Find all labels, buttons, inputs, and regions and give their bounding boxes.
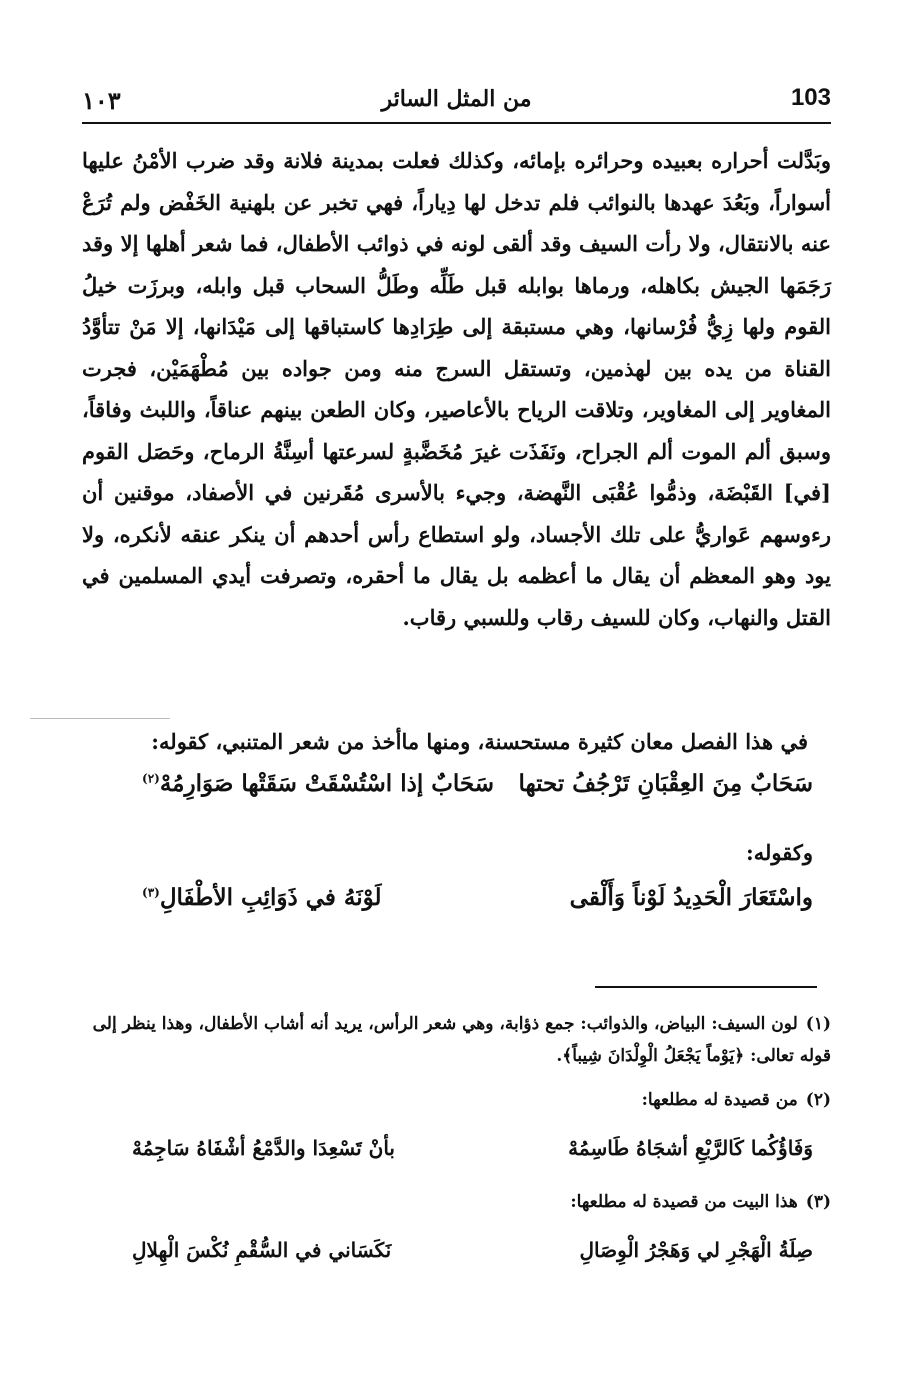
footnote-2: [82, 1084, 831, 1116]
scan-mark: [30, 718, 170, 719]
verse-1: [82, 770, 813, 822]
verse-1-second-hemistich: [142, 770, 494, 797]
verse-1-first-hemistich: سَحَابٌ مِنَ العِقْبَانِ تَرْجُفُ تحتها: [518, 770, 813, 797]
paragraph-body: وبَدَّلت أحراره بعبيده وحرائره بإمائه، وكذلك فعلت بمدينة فلانة وقد ضرب الأمْنُ عليها أسواراً، وبَعُدَ عهدها بالنوائب فلم تدخل لها دِياراً، فهي تخبر عن بلهنية الخَفْض ولم تُرَعْ عنه بالانتقال، ولا رأت السيف وقد ألقى لونه في ذوائب الأطفال، فما شعر أهلها إلا وقد رَجَمَها الجيش بكاهله، ورماها بوابله قبل طَلِّه وطَلُّ السحاب قبل وابله، وبرزَت خيلُ القوم ولها زِيُّ فُرْسانها، وهي مستبقة إلى طِرَادِها كاستباقها إلى مَيْدَانها، إلا مَنْ تتأوَّدُ القناة من يده بين لهذمين، وتستقل السرج منه ومن جواده بين مُطْهَمَيْن، فجرت المغاوير إلى المغاوير، وتلاقت الرياح بالأعاصير، وكان الطعن بينهم عناقاً، واللبث وفاقاً، وسبق ألم الموت ألم الجراح، ونَفَذَت غيرَ مُخَضَّبةٍ لسرعتها أسِنَّةُ الرماح، وحَصَل القوم [في] القَبْضَة، وذمُّوا عُقْبَى النَّهضة، وجيء بالأسرى مُقَرنين في الأصفاد، موقنين أن رءوسهم عَواريُّ على تلك الأجساد، ولو استطاع رأس أحدهم أن ينكر عنقه لأنكره، ولا يود وهو المعظم أن يقال ما أعظمه بل يقال ما أحقره، وتصرفت أيدي المسلمين في القتل والنهاب، وكان للسيف رقاب وللسبي رقاب.: [82, 148, 831, 630]
verse-2-second-hemistich: [142, 884, 382, 911]
running-title: من المثل السائر: [381, 86, 532, 112]
footnote-1: [82, 1008, 831, 1072]
footnote-3-verse-first: صِلَةُ الْهَجْرِ لي وَهَجْرُ الْوِصَالِ: [579, 1238, 813, 1262]
page-number-latin: 103: [790, 84, 831, 111]
page-header: [82, 82, 831, 124]
verse-2-second-text: لَوْنَهُ في ذَوَائِبِ الأطْفَالِ: [159, 884, 382, 911]
main-paragraph: [82, 140, 831, 638]
footnote-2-text: من قصيدة له مطلعها:: [641, 1090, 798, 1110]
footnote-ref-2: (٢): [142, 771, 160, 786]
footnote-1-text: لون السيف: البياض، والذوائب: جمع ذؤابة، وهي شعر الرأس، يريد أنه أشاب الأطفال، وهذا ينظر إلى قوله تعالى: ﴿يَوْماً يَجْعَلُ الْوِلْدَانَ شِيباً﴾.: [92, 1014, 831, 1066]
footnote-2-verse-first: وَفَاؤُكُما كَالرَّبْعِ أشجَاهُ طَاسِمُهْ: [568, 1136, 813, 1160]
footnote-3-verse-second: نَكَسَاني في السُّقْمِ نُكْسَ الْهِلالِ: [132, 1238, 392, 1262]
paragraph-text: [82, 140, 831, 638]
commentary-intro: في هذا الفصل معان كثيرة مستحسنة، ومنها ماأخذ من شعر المتنبي، كقوله:: [151, 729, 808, 754]
footnote-ref-3: (٣): [142, 885, 160, 900]
footnote-2-verse: [82, 1136, 813, 1176]
footnote-3-number: (٣): [805, 1192, 831, 1212]
footnote-3-text: هذا البيت من قصيدة له مطلعها:: [570, 1192, 798, 1212]
footnote-1-number: (١): [805, 1014, 831, 1034]
footnote-2-verse-second: بأنْ تَسْعِدَا والدَّمْعُ أشْفَاهُ سَاجِمُهْ: [132, 1136, 395, 1160]
verse-2: [82, 884, 813, 936]
page-number-arabic: ١٠٣: [82, 86, 121, 115]
footnote-3: [82, 1186, 831, 1218]
connector-text: وكقوله:: [745, 840, 813, 865]
footnote-3-verse: [82, 1238, 813, 1278]
verse-2-first-hemistich: واسْتَعَارَ الْحَدِيدُ لَوْناً وَأَلْقى: [569, 884, 813, 911]
verse-1-second-text: سَحَابٌ إذا اسْتُسْقَتْ سَقَتْها صَوَارِمُهْ: [159, 770, 495, 797]
footnote-divider: [595, 986, 817, 988]
footnote-2-number: (٢): [805, 1090, 831, 1110]
